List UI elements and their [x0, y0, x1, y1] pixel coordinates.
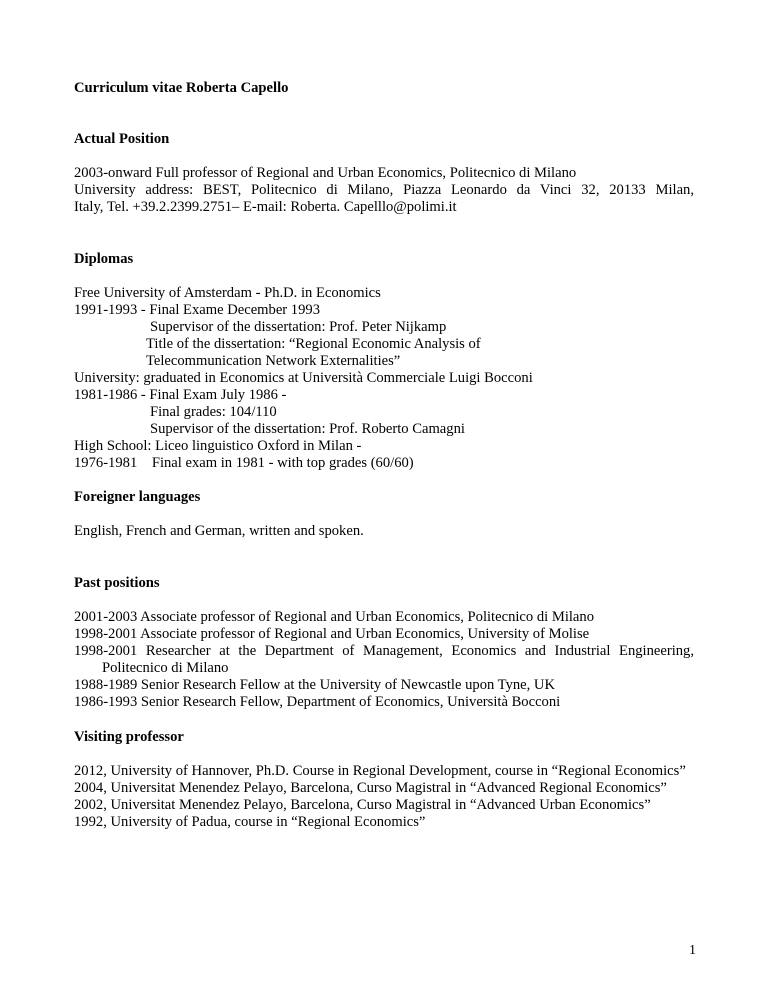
cv-title: Curriculum vitae Roberta Capello — [74, 80, 289, 96]
cv-title-block — [74, 80, 694, 97]
visiting-heading: Visiting professor — [74, 729, 184, 745]
diploma-line: Supervisor of the dissertation: Prof. Roberto Camagni — [150, 421, 465, 437]
actual-position-line: Italy, Tel. +39.2.2399.2751– E-mail: Roberta. Capelllo@polimi.it — [74, 199, 457, 215]
diploma-line: 1976-1981 Final exam in 1981 - with top grades (60/60) — [74, 455, 414, 471]
languages-text: English, French and German, written and spoken. — [74, 523, 364, 539]
past-positions-section — [74, 575, 694, 711]
diplomas-section — [74, 251, 694, 472]
languages-heading: Foreigner languages — [74, 489, 201, 505]
actual-position-section — [74, 131, 694, 216]
visiting-item: 1992, University of Padua, course in “Regional Economics” — [74, 814, 426, 830]
diploma-line: Title of the dissertation: “Regional Economic Analysis of — [146, 336, 481, 352]
visiting-item: 2002, Universitat Menendez Pelayo, Barcelona, Curso Magistral in “Advanced Urban Economics” — [74, 797, 651, 813]
visiting-item: 2004, Universitat Menendez Pelayo, Barcelona, Curso Magistral in “Advanced Regional Economics” — [74, 780, 667, 796]
diploma-line: Telecommunication Network Externalities” — [146, 353, 401, 369]
actual-position-line: 2003-onward Full professor of Regional and Urban Economics, Politecnico di Milano — [74, 165, 577, 181]
diploma-line: 1991-1993 - Final Exame December 1993 — [74, 302, 320, 318]
past-position-item: 1998-2001 Researcher at the Department of Management, Economics and Industrial Engineering, Politecnico di Milano — [74, 643, 694, 676]
diplomas-heading: Diplomas — [74, 251, 134, 267]
diploma-line: 1981-1986 - Final Exam July 1986 - — [74, 387, 287, 403]
past-position-item: 1998-2001 Associate professor of Regional and Urban Economics, University of Molise — [74, 626, 590, 642]
past-position-item: 1988-1989 Senior Research Fellow at the University of Newcastle upon Tyne, UK — [74, 677, 556, 693]
past-position-item: 1986-1993 Senior Research Fellow, Department of Economics, Università Bocconi — [74, 694, 561, 710]
past-position-item: 2001-2003 Associate professor of Regional and Urban Economics, Politecnico di Milano — [74, 609, 595, 625]
diploma-line: University: graduated in Economics at Università Commerciale Luigi Bocconi — [74, 370, 533, 386]
languages-section — [74, 489, 694, 540]
diploma-line: Free University of Amsterdam - Ph.D. in Economics — [74, 285, 381, 301]
visiting-item: 2012, University of Hannover, Ph.D. Course in Regional Development, course in “Regional Economics” — [74, 763, 686, 779]
diploma-line: High School: Liceo linguistico Oxford in Milan - — [74, 438, 362, 454]
actual-position-heading: Actual Position — [74, 131, 170, 147]
page-number: 1 — [689, 943, 696, 958]
diploma-line: Final grades: 104/110 — [150, 404, 277, 420]
diploma-line: Supervisor of the dissertation: Prof. Peter Nijkamp — [150, 319, 447, 335]
visiting-section — [74, 729, 694, 831]
past-positions-heading: Past positions — [74, 575, 160, 591]
actual-position-line: University address: BEST, Politecnico di Milano, Piazza Leonardo da Vinci 32, 20133 Milan, — [74, 182, 694, 198]
